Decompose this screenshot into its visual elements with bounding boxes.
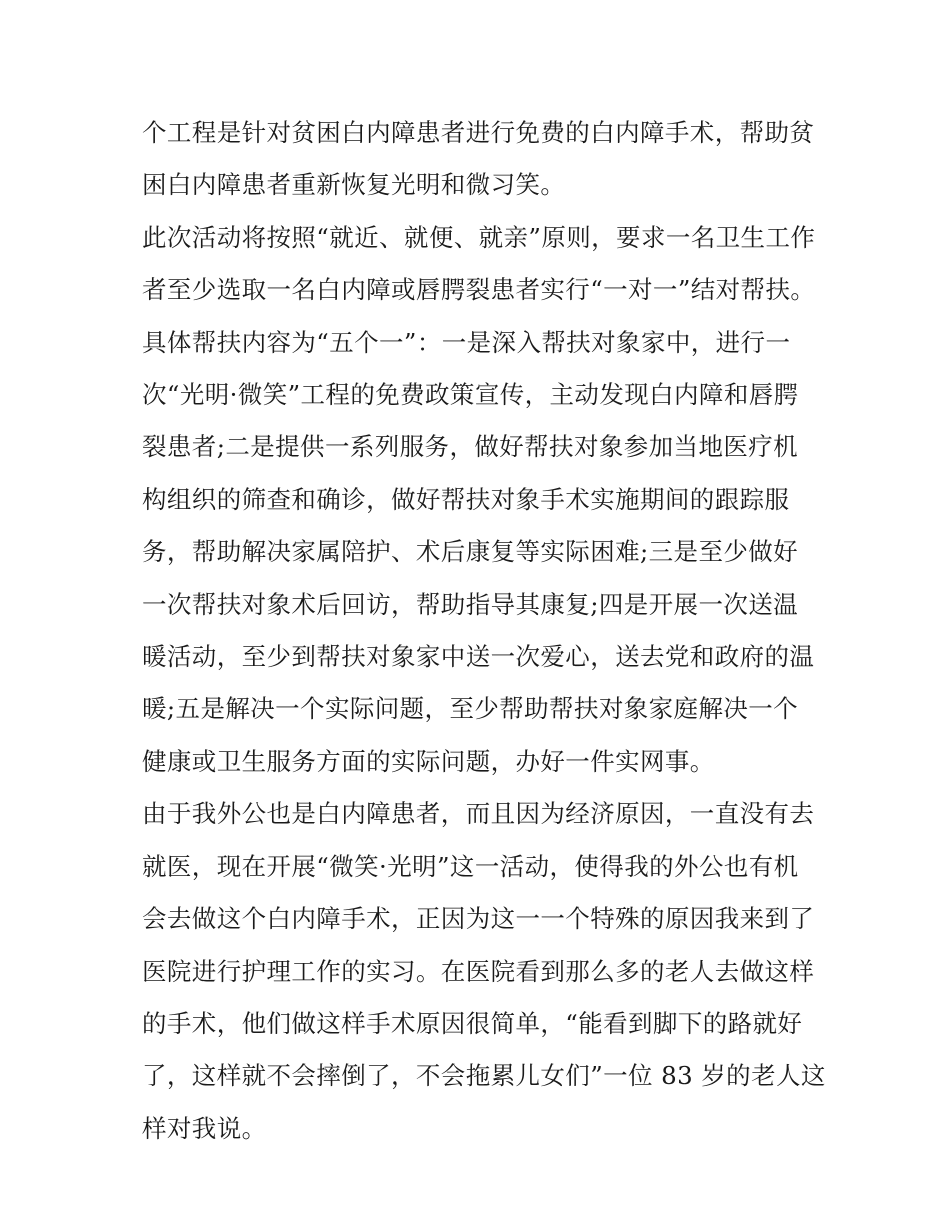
text-line: 构组织的筛查和确诊，做好帮扶对象手术实施期间的跟踪服 [142,484,790,514]
text-line: 困白内障患者重新恢复光明和微习笑。 [142,170,566,200]
text-line: 个工程是针对贫困白内障患者进行免费的白内障手术，帮助贫 [142,118,815,147]
text-line: 的手术，他们做这样手术原因很简单，“能看到脚下的路就好 [142,1008,803,1038]
text-line: 健康或卫生服务方面的实际问题，办好一件实网事。 [142,746,715,776]
text-line: 了，这样就不会摔倒了，不会拖累儿女们”一位 83 岁的老人这 [142,1061,826,1091]
text-line: 裂患者;二是提供一系列服务，做好帮扶对象参加当地医疗机 [142,432,799,462]
text-line: 医院进行护理工作的实习。在医院看到那么多的老人去做这样 [142,956,815,986]
text-line: 会去做这个白内障手术，正因为这一一个特殊的原因我来到了 [142,904,815,934]
text-line: 次“光明·微笑”工程的免费政策宣传，主动发现白内障和唇腭 [142,380,799,410]
text-line: 者至少选取一名白内障或唇腭裂患者实行“一对一”结对帮扶。 [142,275,816,305]
text-line: 暖活动，至少到帮扶对象家中送一次爱心，送去党和政府的温 [142,642,815,672]
text-line: 样对我说。 [142,1113,267,1143]
text-line: 务，帮助解决家属陪护、术后康复等实际困难;三是至少做好 [142,537,799,567]
text-line: 暖;五是解决一个实际问题，至少帮助帮扶对象家庭解决一个 [142,694,799,724]
text-line: 就医，现在开展“微笑·光明”这一活动，使得我的外公也有机 [142,851,799,881]
text-line: 由于我外公也是白内障患者，而且因为经济原因，一直没有去 [142,799,815,829]
text-line: 具体帮扶内容为“五个一”：一是深入帮扶对象家中，进行一 [142,327,791,357]
text-line: 一次帮扶对象术后回访，帮助指导其康复;四是开展一次送温 [142,589,799,619]
text-line: 此次活动将按照“就近、就便、就亲”原则，要求一名卫生工作 [142,222,816,252]
